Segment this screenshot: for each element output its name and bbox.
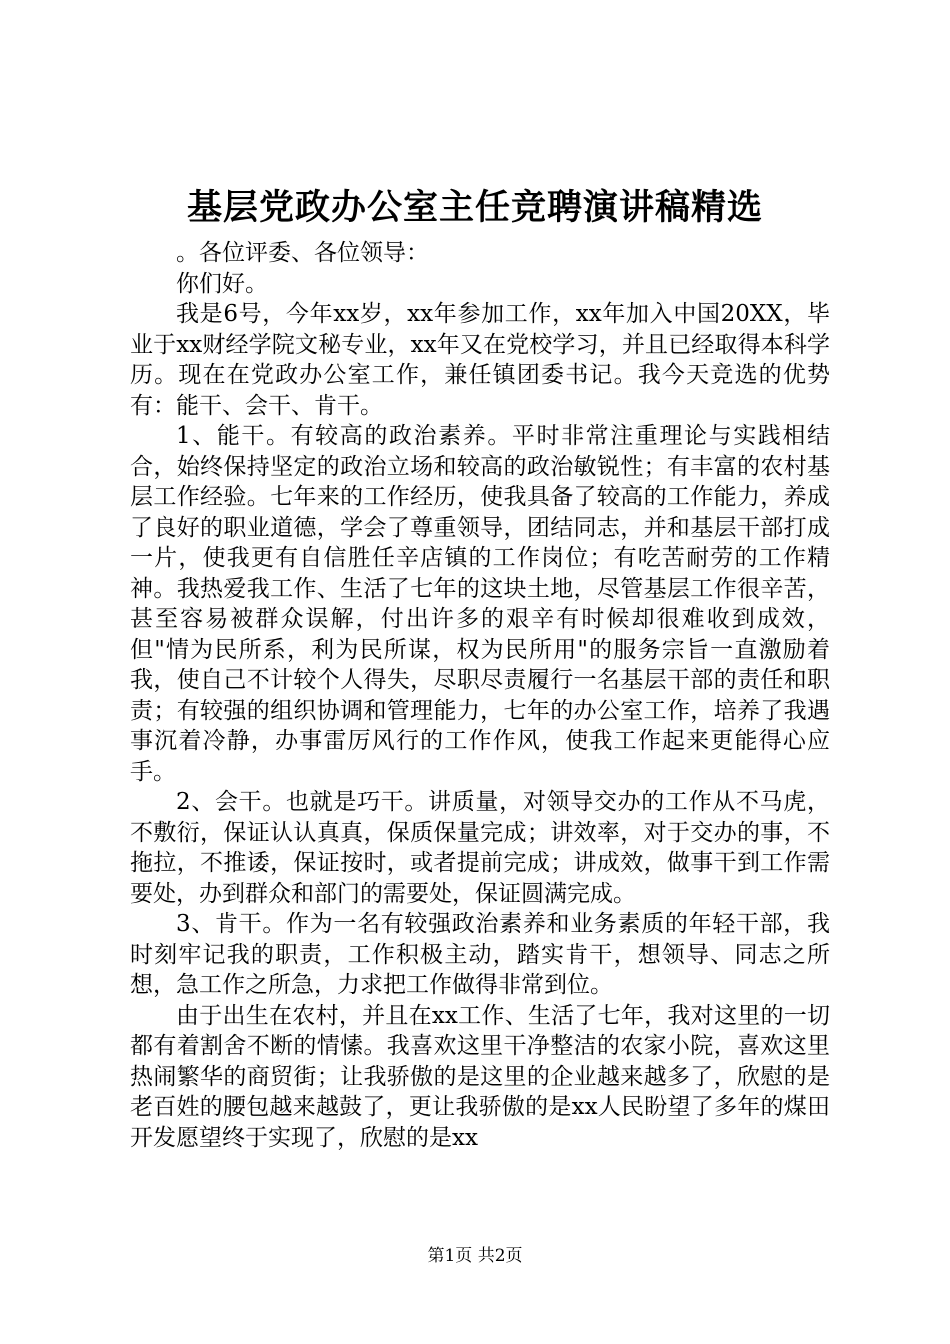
paragraph-point-3: 3、肯干。作为一名有较强政治素养和业务素质的年轻干部，我时刻牢记我的职责，工作积极主动，踏实肯干，想领导、同志之所想，急工作之所急，力求把工作做得非常到位。 bbox=[130, 911, 830, 998]
paragraph-point-1: 1、能干。有较高的政治素养。平时非常注重理论与实践相结合，始终保持坚定的政治立场和较高的政治敏锐性；有丰富的农村基层工作经验。七年来的工作经历，使我具备了较高的工作能力，养成了良好的职业道德，学会了尊重领导，团结同志，并和基层干部打成一片，使我更有自信胜任辛店镇的工作岗位；有吃苦耐劳的工作精神。我热爱我工作、生活了七年的这块土地，尽管基层工作很辛苦，甚至容易被群众误解，付出许多的艰辛有时候却很难收到成效，但"情为民所系，利为民所谋，权为民所用"的服务宗旨一直激励着我，使自己不计较个人得失，尽职尽责履行一名基层干部的责任和职责；有较强的组织协调和管理能力，七年的办公室工作，培养了我遇事沉着冷静，办事雷厉风行的工作作风，使我工作起来更能得心应手。 bbox=[130, 423, 830, 785]
paragraph-point-2: 2、会干。也就是巧干。讲质量，对领导交办的工作从不马虎，不敷衍，保证认认真真，保质保量完成；讲效率，对于交办的事，不拖拉，不推诿，保证按时，或者提前完成；讲成效，做事干到工作需要处，办到群众和部门的需要处，保证圆满完成。 bbox=[130, 789, 830, 907]
paragraph-salutation: 。各位评委、各位领导： bbox=[176, 240, 429, 266]
paragraph-greeting: 你们好。 bbox=[176, 270, 268, 297]
document-body bbox=[130, 238, 830, 1153]
document-title: 基层党政办公室主任竞聘演讲稿精选 bbox=[186, 187, 763, 228]
page-number-footer: 第1页 共2页 bbox=[427, 1246, 523, 1266]
paragraph-closing: 由于出生在农村，并且在xx工作、生活了七年，我对这里的一切都有着割舍不断的情愫。我喜欢这里干净整洁的农家小院，喜欢这里热闹繁华的商贸街；让我骄傲的是这里的企业越来越多了，欣慰的是老百姓的腰包越来越鼓了，更让我骄傲的是xx人民盼望了多年的煤田开发愿望终于实现了，欣慰的是xx bbox=[130, 1002, 830, 1151]
paragraph-introduction: 我是6号，今年xx岁，xx年参加工作，xx年加入中国20XX，毕业于xx财经学院文秘专业，xx年又在党校学习，并且已经取得本科学历。现在在党政办公室工作，兼任镇团委书记。我今天竞选的优势有：能干、会干、肯干。 bbox=[130, 301, 830, 419]
